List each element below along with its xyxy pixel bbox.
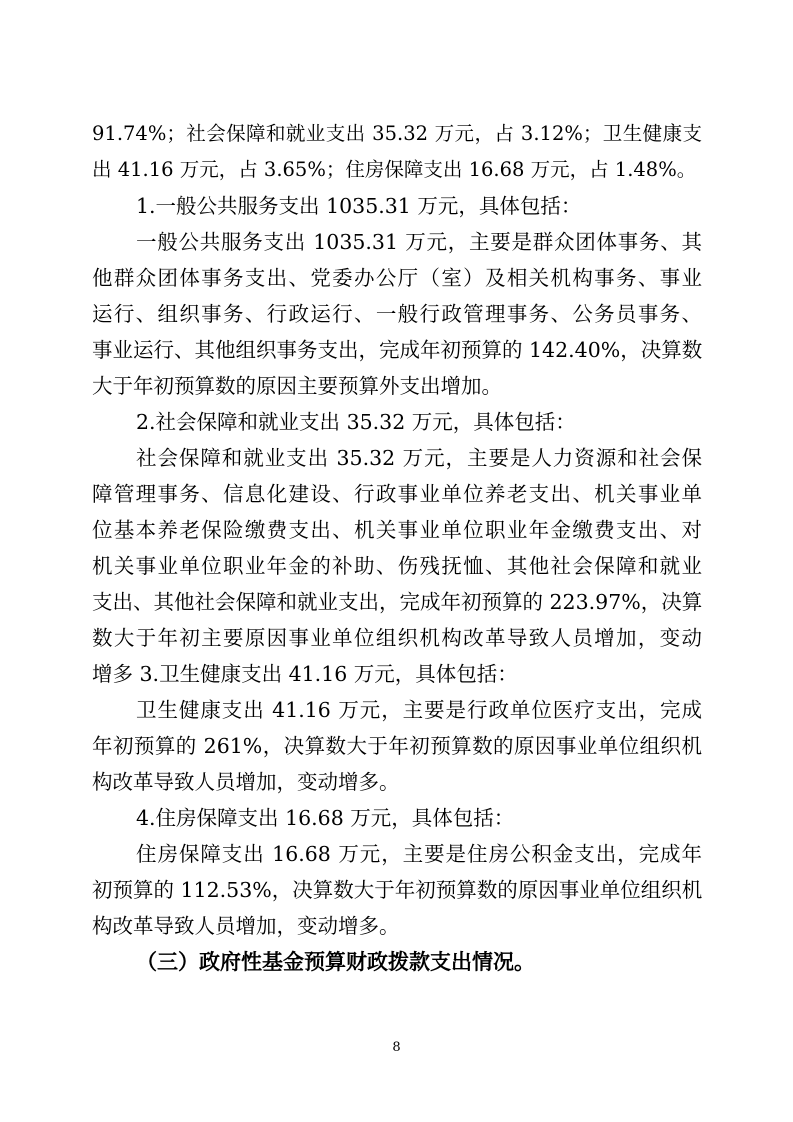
body-text-line: 91.74%；社会保障和就业支出 35.32 万元，占 3.12%；卫生健康支 <box>92 122 702 145</box>
section-2-title: 2.社会保障和就业支出 35.32 万元，具体包括： <box>136 410 576 434</box>
body-text-line: 他群众团体事务支出、党委办公厅（室）及相关机构事务、事业 <box>92 266 702 290</box>
body-text-line: 机关事业单位职业年金的补助、伤残抚恤、其他社会保障和就业 <box>92 554 702 578</box>
body-text-line: 运行、组织事务、行政运行、一般行政管理事务、公务员事务、 <box>92 302 702 326</box>
page-number: 8 <box>392 1040 401 1055</box>
body-text-line: 出 41.16 万元，占 3.65%；住房保障支出 16.68 万元，占 1.48%。 <box>92 158 697 181</box>
body-text-line: 位基本养老保险缴费支出、机关事业单位职业年金缴费支出、对 <box>92 518 702 542</box>
body-text-line: 支出、其他社会保障和就业支出，完成年初预算的 223.97%，决算 <box>92 590 703 614</box>
section-4-title: 4.住房保障支出 16.68 万元，具体包括： <box>136 806 515 830</box>
section-heading: （三）政府性基金预算财政拨款支出情况。 <box>136 949 535 974</box>
body-text-line: 增多 3.卫生健康支出 41.16 万元，具体包括： <box>92 662 518 686</box>
body-text-line: 构改革导致人员增加，变动增多。 <box>92 770 400 794</box>
body-text-line: 社会保障和就业支出 35.32 万元，主要是人力资源和社会保 <box>136 446 702 470</box>
body-text-line: 一般公共服务支出 1035.31 万元，主要是群众团体事务、其 <box>136 230 702 254</box>
body-text-line: 大于年初预算数的原因主要预算外支出增加。 <box>92 374 502 398</box>
body-text-line: 住房保障支出 16.68 万元，主要是住房公积金支出，完成年 <box>136 842 702 866</box>
body-text-line: 事业运行、其他组织事务支出，完成年初预算的 142.40%，决算数 <box>92 338 703 362</box>
body-text-line: 数大于年初主要原因事业单位组织机构改革导致人员增加，变动 <box>92 626 702 650</box>
body-text-line: 卫生健康支出 41.16 万元，主要是行政单位医疗支出，完成 <box>136 698 702 722</box>
section-1-title: 1.一般公共服务支出 1035.31 万元，具体包括： <box>136 194 582 218</box>
body-text-line: 构改革导致人员增加，变动增多。 <box>92 914 400 938</box>
body-text-line: 初预算的 112.53%，决算数大于年初预算数的原因事业单位组织机 <box>92 878 703 902</box>
body-text-line: 障管理事务、信息化建设、行政事业单位养老支出、机关事业单 <box>92 482 702 506</box>
body-text-line: 年初预算的 261%，决算数大于年初预算数的原因事业单位组织机 <box>92 734 702 758</box>
